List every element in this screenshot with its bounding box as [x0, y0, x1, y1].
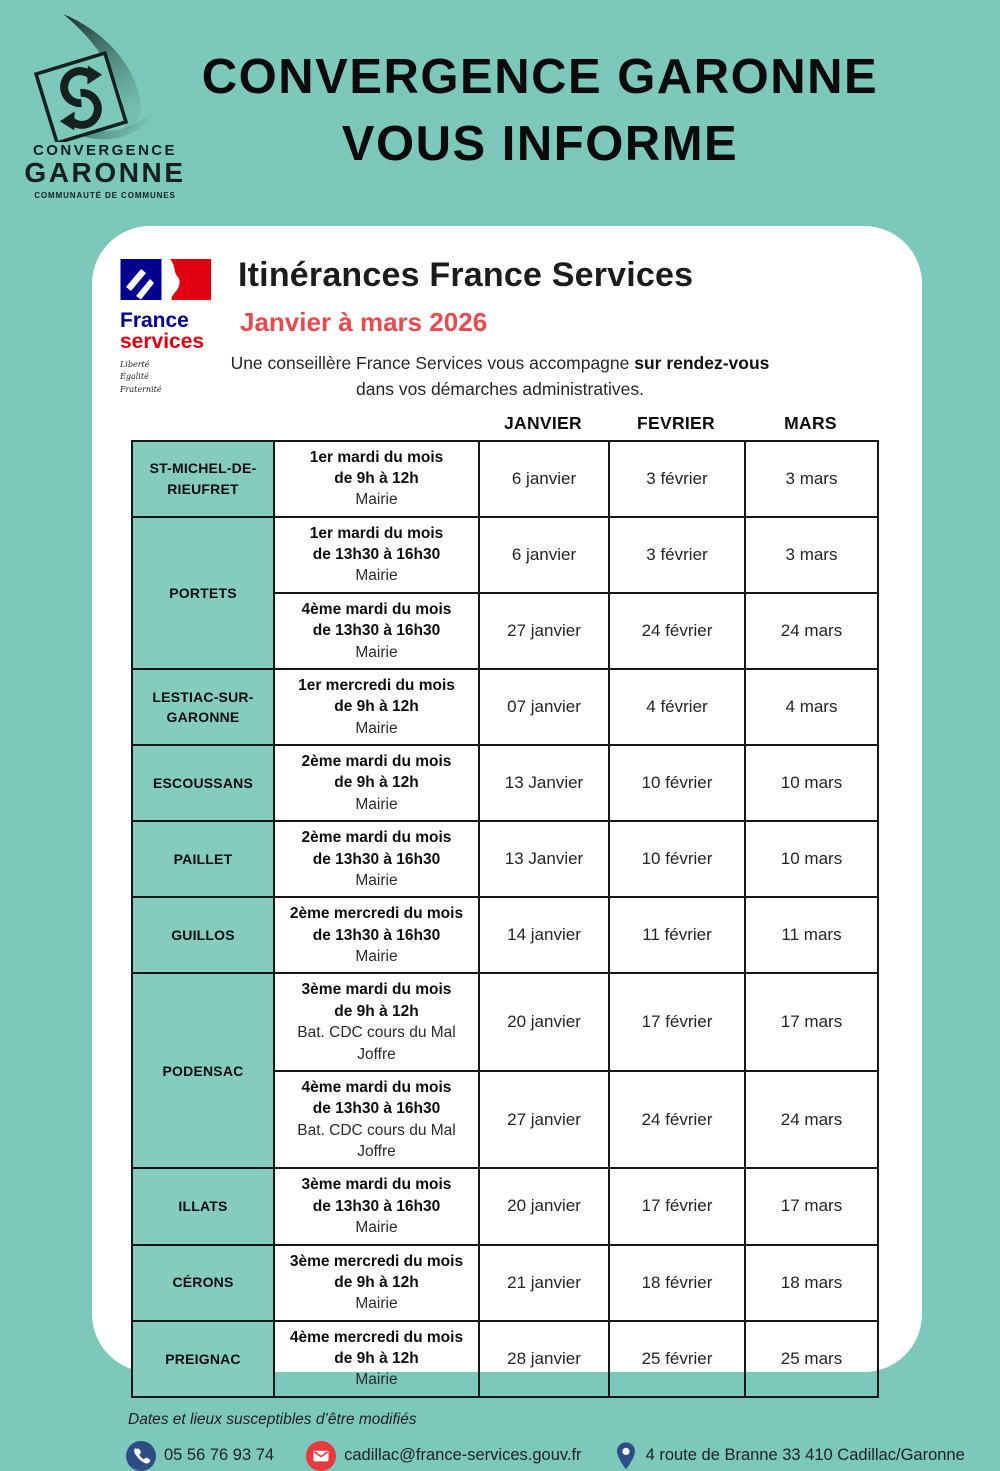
schedule-table-body	[132, 441, 878, 1397]
schedule-when-line: de 9h à 12h	[334, 698, 419, 716]
date-cell: 24 février	[609, 593, 745, 669]
schedule-place: Mairie	[355, 948, 398, 965]
schedule-when-line: 4ème mercredi du mois	[289, 1328, 464, 1346]
date-cell: 13 Janvier	[479, 745, 609, 821]
schedule-row	[132, 1168, 878, 1244]
schedule-table	[131, 440, 879, 1398]
schedule-when-line: de 9h à 12h	[334, 1273, 419, 1291]
location-cell: GUILLOS	[132, 897, 274, 973]
schedule-when-line: de 13h30 à 16h30	[312, 850, 441, 868]
france-services-logo-mark	[120, 258, 212, 302]
month-header-janvier: JANVIER	[504, 412, 582, 433]
date-cell: 21 janvier	[479, 1245, 609, 1321]
contact-bar	[126, 1441, 965, 1471]
schedule-cell	[274, 745, 479, 821]
schedule-cell	[274, 897, 479, 973]
page-title-line1: CONVERGENCE GARONNE	[201, 50, 879, 104]
schedule-row	[132, 821, 878, 897]
schedule-when-line: de 13h30 à 16h30	[312, 1197, 441, 1215]
schedule-when-line: de 13h30 à 16h30	[312, 1100, 441, 1118]
date-cell: 17 février	[609, 1168, 745, 1244]
schedule-when-line: 1er mardi du mois	[309, 448, 444, 466]
date-cell: 17 mars	[745, 973, 878, 1071]
schedule-place: Bat. CDC cours du Mal Joffre	[297, 1121, 456, 1160]
date-cell: 11 février	[609, 897, 745, 973]
month-header-fevrier: FEVRIER	[637, 412, 715, 433]
schedule-cell	[274, 973, 479, 1071]
schedule-when-line: de 9h à 12h	[334, 469, 419, 487]
schedule-when-line: 1er mardi du mois	[309, 524, 444, 542]
address-text: 4 route de Branne 33 410 Cadillac/Garonne	[645, 1446, 965, 1465]
schedule-place: Mairie	[355, 643, 398, 661]
schedule-cell	[274, 1168, 479, 1244]
date-cell: 17 février	[609, 973, 745, 1071]
logo-text-garonne: GARONNE	[24, 157, 186, 188]
date-cell: 3 février	[609, 441, 745, 517]
location-cell: PAILLET	[132, 821, 274, 897]
schedule-place: Mairie	[355, 567, 398, 585]
date-cell: 13 Janvier	[479, 821, 609, 897]
date-cell: 4 février	[609, 669, 745, 745]
schedule-cell	[274, 517, 479, 593]
month-header-row	[478, 413, 922, 434]
phone-icon	[126, 1441, 156, 1471]
schedule-when-line: de 9h à 12h	[334, 1002, 419, 1020]
card-title: Itinérances France Services	[238, 256, 694, 294]
email-icon	[306, 1441, 336, 1471]
schedule-row	[132, 1245, 878, 1321]
month-header-mars: MARS	[784, 412, 837, 433]
schedule-place: Mairie	[355, 1219, 398, 1237]
france-services-motto: Liberté Égalité Fraternité	[120, 360, 162, 394]
date-cell: 6 janvier	[479, 441, 609, 517]
schedule-when-line: 1er mercredi du mois	[298, 676, 455, 694]
schedule-when-line: 2ème mardi du mois	[301, 829, 452, 847]
logo-text-convergence: CONVERGENCE	[33, 142, 177, 159]
schedule-place: Bat. CDC cours du Mal Joffre	[297, 1024, 456, 1063]
schedule-when-line: 4ème mardi du mois	[301, 1078, 452, 1096]
date-cell: 25 mars	[745, 1321, 878, 1397]
date-cell: 11 mars	[745, 897, 878, 973]
date-cell: 18 mars	[745, 1245, 878, 1321]
date-cell: 10 février	[609, 745, 745, 821]
schedule-when-line: 3ème mercredi du mois	[289, 1252, 464, 1270]
schedule-place: Mairie	[355, 1371, 398, 1389]
schedule-cell	[274, 441, 479, 517]
france-services-wordmark: France services	[120, 309, 205, 353]
schedule-row	[132, 441, 878, 517]
location-cell: PODENSAC	[132, 973, 274, 1168]
schedule-row	[132, 897, 878, 973]
date-cell: 10 mars	[745, 821, 878, 897]
date-cell: 27 janvier	[479, 593, 609, 669]
intro-text: Une conseillère France Services vous accompagne sur rendez-vous dans vos démarches administratives.	[230, 353, 770, 400]
date-cell: 4 mars	[745, 669, 878, 745]
date-cell: 10 février	[609, 821, 745, 897]
date-cell: 20 janvier	[479, 1168, 609, 1244]
logo-text-communaute: COMMUNAUTÉ DE COMMUNES	[34, 190, 176, 200]
schedule-when-line: 3ème mardi du mois	[301, 981, 452, 999]
email-address: cadillac@france-services.gouv.fr	[344, 1446, 582, 1465]
date-cell: 27 janvier	[479, 1071, 609, 1169]
location-cell: LESTIAC-SUR-GARONNE	[132, 669, 274, 745]
location-cell: PREIGNAC	[132, 1321, 274, 1397]
date-cell: 28 janvier	[479, 1321, 609, 1397]
schedule-cell	[274, 593, 479, 669]
date-cell: 24 mars	[745, 593, 878, 669]
phone-contact	[126, 1441, 274, 1471]
date-cell: 07 janvier	[479, 669, 609, 745]
info-card	[92, 226, 965, 1465]
date-cell: 10 mars	[745, 745, 878, 821]
date-cell: 24 mars	[745, 1071, 878, 1169]
schedule-when-line: 2ème mardi du mois	[301, 753, 452, 770]
schedule-place: Mairie	[355, 1295, 398, 1313]
date-cell: 3 mars	[745, 517, 878, 593]
schedule-cell	[274, 669, 479, 745]
location-cell: ST-MICHEL-DE-RIEUFRET	[132, 441, 274, 517]
schedule-place: Mairie	[355, 795, 398, 813]
location-cell: CÉRONS	[132, 1245, 274, 1321]
schedule-when-line: 2ème mercredi du mois	[289, 905, 464, 923]
page-title	[80, 44, 1000, 178]
schedule-row	[132, 517, 878, 593]
phone-number: 05 56 76 93 74	[164, 1446, 275, 1465]
schedule-place: Mairie	[355, 719, 398, 737]
schedule-row	[132, 973, 878, 1071]
address-contact	[614, 1441, 965, 1471]
schedule-row	[132, 1321, 878, 1397]
page-title-line2: VOUS INFORME	[341, 117, 739, 171]
location-icon	[614, 1441, 638, 1471]
schedule-cell	[274, 1321, 479, 1397]
schedule-place: Mairie	[355, 871, 398, 889]
schedule-when-line: de 13h30 à 16h30	[312, 622, 441, 640]
location-cell: ILLATS	[132, 1168, 274, 1244]
schedule-row	[132, 669, 878, 745]
date-cell: 18 février	[609, 1245, 745, 1321]
disclaimer-note: Dates et lieux susceptibles d’être modifiés	[128, 1410, 417, 1428]
schedule-cell	[274, 1245, 479, 1321]
email-contact	[306, 1441, 581, 1471]
schedule-when-line: 3ème mardi du mois	[301, 1176, 452, 1194]
date-cell: 24 février	[609, 1071, 745, 1169]
date-cell: 14 janvier	[479, 897, 609, 973]
schedule-when-line: de 9h à 12h	[334, 1350, 419, 1367]
card-subtitle: Janvier à mars 2026	[240, 307, 488, 337]
date-cell: 20 janvier	[479, 973, 609, 1071]
date-cell: 3 février	[609, 517, 745, 593]
schedule-when-line: de 9h à 12h	[334, 774, 419, 792]
schedule-when-line: de 13h30 à 16h30	[312, 926, 441, 944]
schedule-when-line: de 13h30 à 16h30	[312, 546, 441, 563]
date-cell: 3 mars	[745, 441, 878, 517]
france-services-logo	[120, 258, 240, 396]
date-cell: 6 janvier	[479, 517, 609, 593]
location-cell: PORTETS	[132, 517, 274, 669]
date-cell: 17 mars	[745, 1168, 878, 1244]
schedule-cell	[274, 1071, 479, 1169]
location-cell: ESCOUSSANS	[132, 745, 274, 821]
schedule-when-line: 4ème mardi du mois	[301, 600, 452, 618]
schedule-place: Mairie	[355, 491, 398, 509]
schedule-cell	[274, 821, 479, 897]
schedule-row	[132, 745, 878, 821]
date-cell: 25 février	[609, 1321, 745, 1397]
